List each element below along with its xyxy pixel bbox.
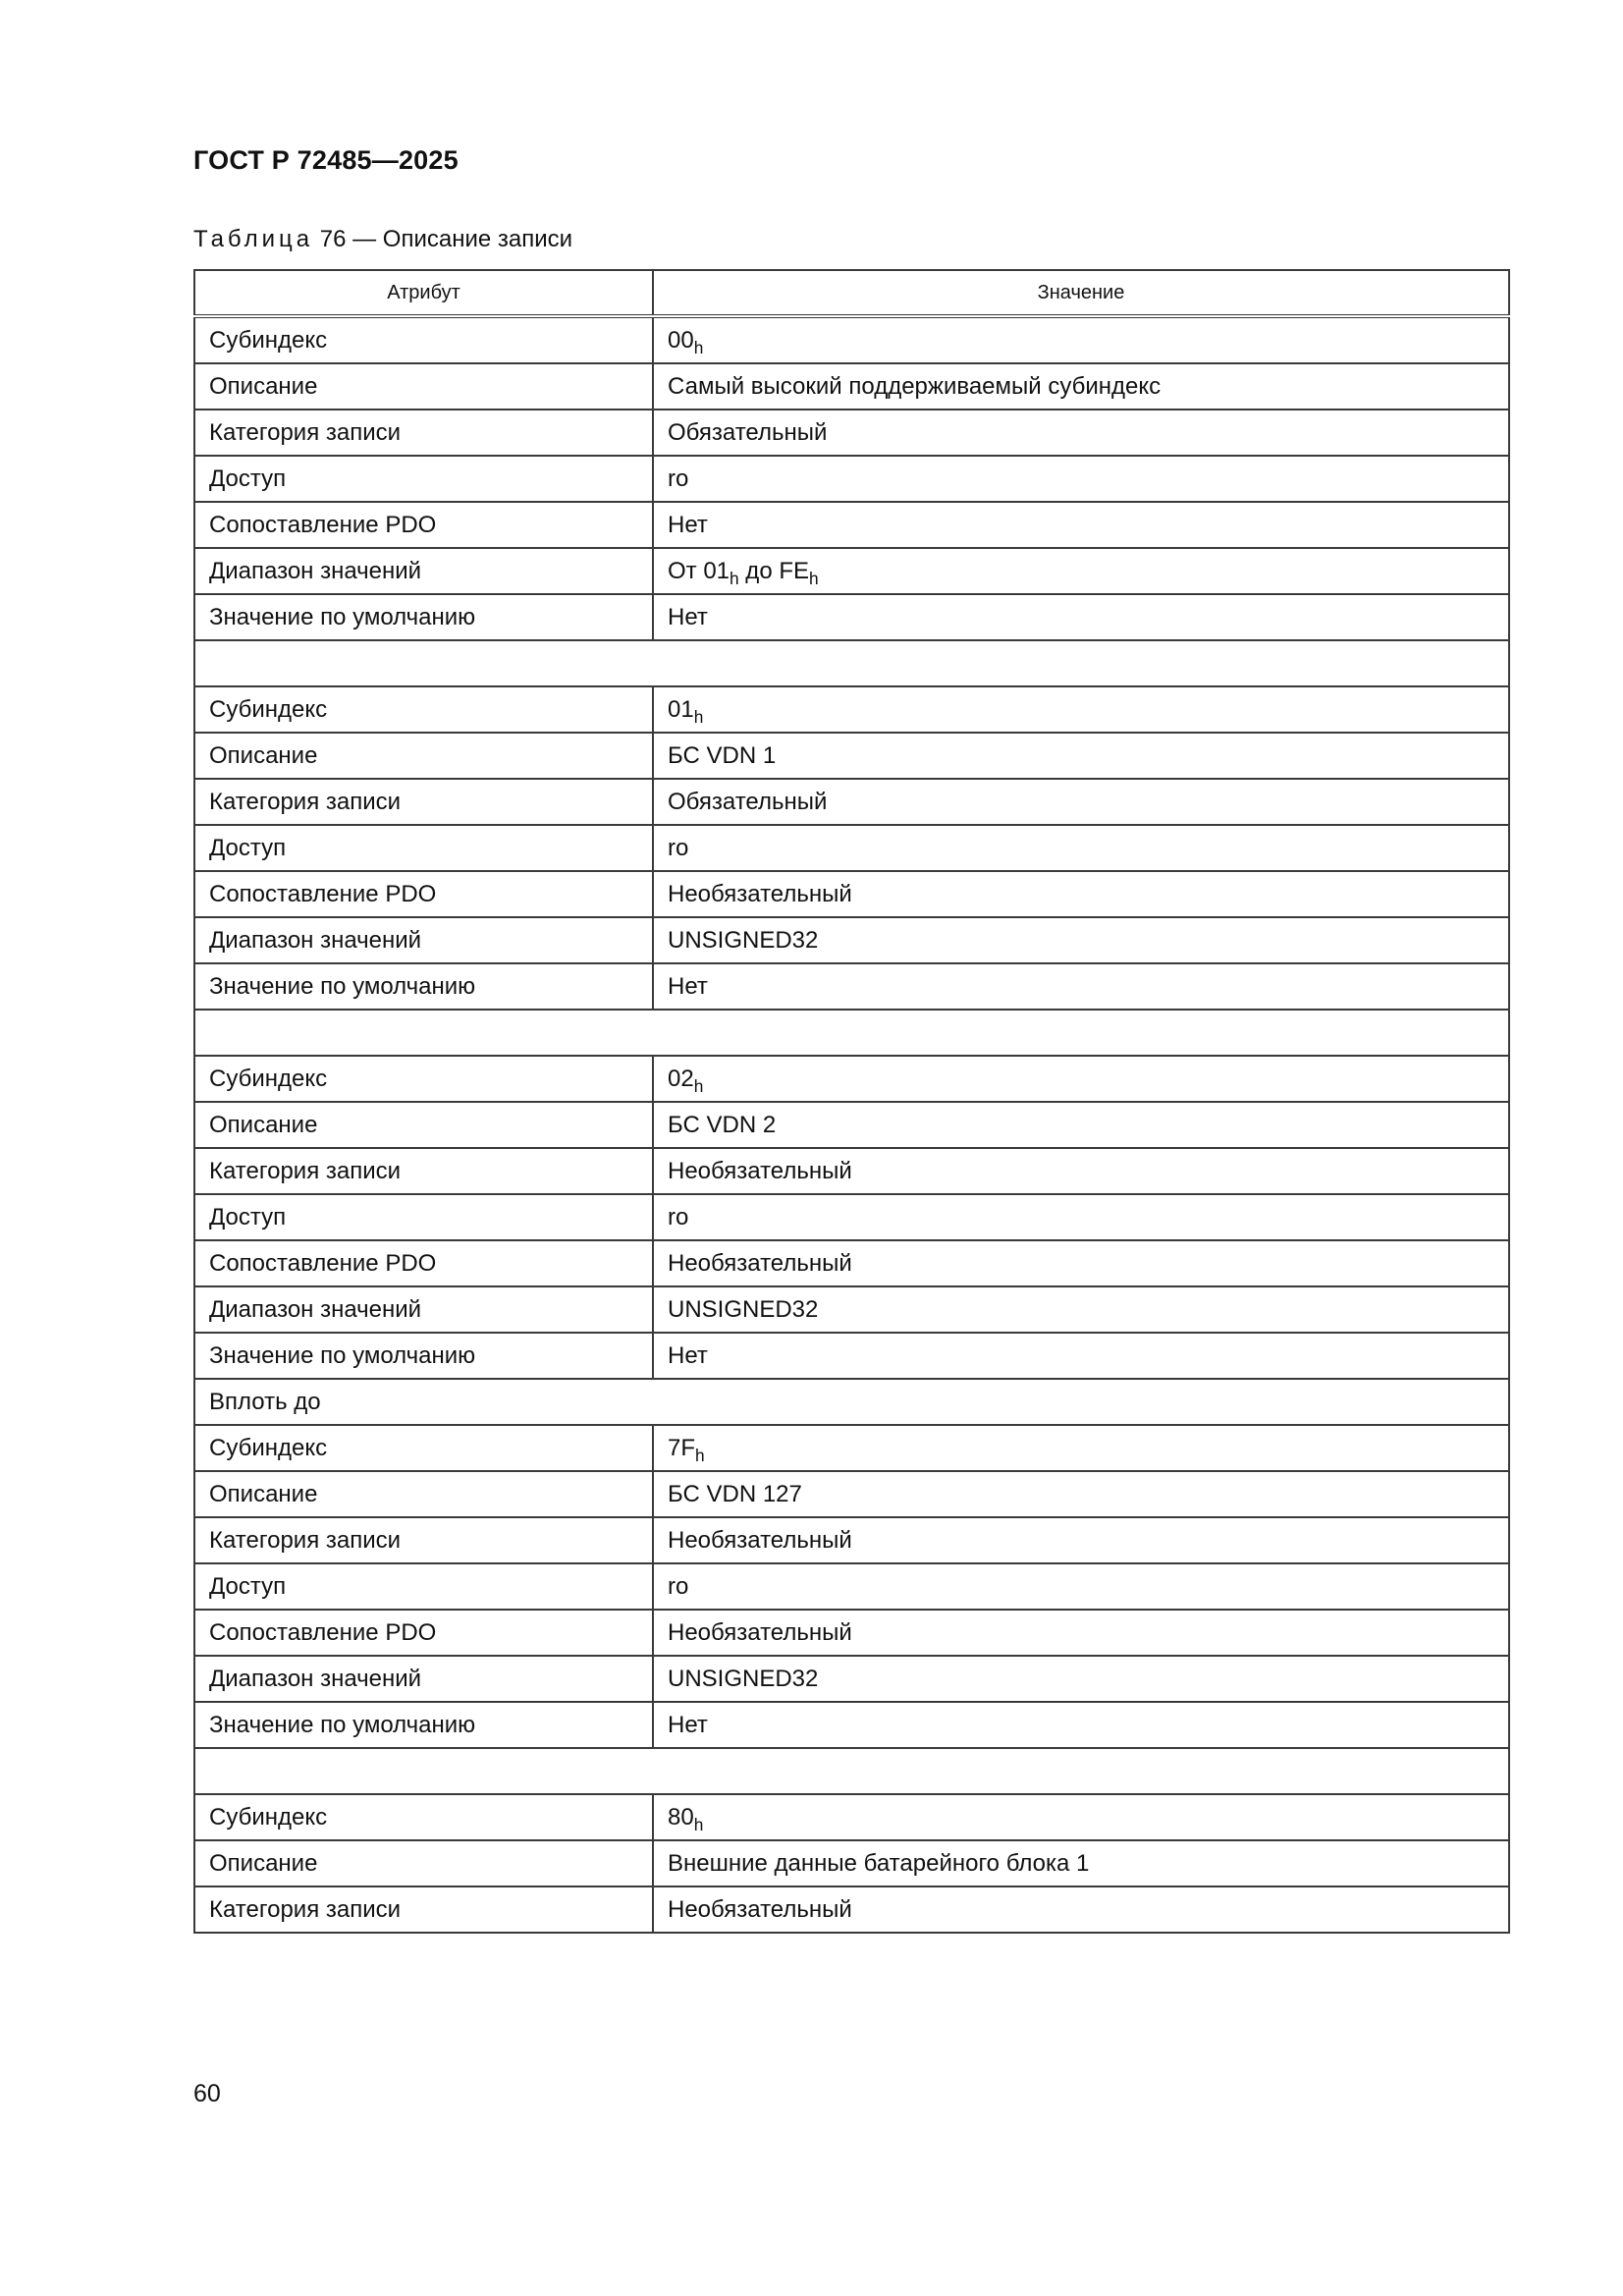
subscript-text: h [730, 568, 739, 588]
table-caption-title: 76 — Описание записи [313, 226, 573, 252]
attribute-cell: Диапазон значений [194, 548, 653, 594]
separator-cell [194, 1748, 1509, 1794]
table-row [194, 963, 1509, 1010]
separator-cell [194, 1010, 1509, 1056]
attribute-cell: Описание [194, 363, 653, 410]
value-text: Необязательный [668, 1526, 852, 1554]
value-text: ro [668, 1203, 689, 1230]
page-number: 60 [193, 2080, 221, 2107]
table-row [194, 1056, 1509, 1102]
table-row [194, 686, 1509, 733]
header-value: Значение [653, 270, 1509, 316]
table-row [194, 1794, 1509, 1840]
attribute-cell: Категория записи [194, 779, 653, 825]
value-cell [653, 1610, 1509, 1656]
attribute-cell: Описание [194, 1102, 653, 1148]
attribute-cell: Диапазон значений [194, 917, 653, 963]
table-row [194, 1102, 1509, 1148]
attribute-cell: Значение по умолчанию [194, 1702, 653, 1748]
separator-cell: Вплоть до [194, 1379, 1509, 1425]
value-text: Нет [668, 511, 708, 538]
value-cell [653, 548, 1509, 594]
value-cell [653, 871, 1509, 917]
attribute-cell: Описание [194, 1471, 653, 1517]
attribute-cell: Диапазон значений [194, 1286, 653, 1333]
attribute-cell: Сопоставление PDO [194, 502, 653, 548]
value-text: ro [668, 834, 689, 861]
table-row [194, 733, 1509, 779]
value-text: UNSIGNED32 [668, 926, 819, 954]
table-caption-prefix: Таблица [193, 226, 314, 252]
table-header-row [194, 270, 1509, 316]
table-row [194, 779, 1509, 825]
value-text: до FE [738, 557, 809, 584]
value-text: Необязательный [668, 1157, 852, 1184]
table-row [194, 1702, 1509, 1748]
value-cell [653, 1056, 1509, 1102]
attribute-cell: Доступ [194, 825, 653, 871]
value-text: 00 [668, 326, 694, 354]
value-text: Нет [668, 972, 708, 1000]
value-cell [653, 316, 1509, 363]
attribute-cell: Доступ [194, 1194, 653, 1240]
record-description-table [193, 269, 1510, 1934]
subscript-text: h [809, 568, 819, 588]
table-row [194, 1840, 1509, 1886]
table-row [194, 1425, 1509, 1471]
value-cell [653, 456, 1509, 502]
value-text: Необязательный [668, 1895, 852, 1923]
attribute-cell: Субиндекс [194, 686, 653, 733]
table-row [194, 825, 1509, 871]
value-text: БС VDN 1 [668, 741, 777, 769]
attribute-cell: Субиндекс [194, 1056, 653, 1102]
value-cell [653, 1286, 1509, 1333]
value-cell [653, 1517, 1509, 1563]
table-body [194, 316, 1509, 1933]
attribute-cell: Описание [194, 1840, 653, 1886]
table-row [194, 871, 1509, 917]
value-text: ro [668, 1572, 689, 1600]
table-row [194, 363, 1509, 410]
value-text: БС VDN 127 [668, 1480, 802, 1507]
table-row [194, 1240, 1509, 1286]
header-attribute: Атрибут [194, 270, 653, 316]
attribute-cell: Категория записи [194, 410, 653, 456]
attribute-cell: Доступ [194, 456, 653, 502]
table-separator-row [194, 1010, 1509, 1056]
attribute-cell: Сопоставление PDO [194, 1610, 653, 1656]
attribute-cell: Значение по умолчанию [194, 1333, 653, 1379]
table-row [194, 917, 1509, 963]
attribute-cell: Описание [194, 733, 653, 779]
value-cell [653, 1702, 1509, 1748]
value-cell [653, 1240, 1509, 1286]
table-row [194, 410, 1509, 456]
table-row [194, 1333, 1509, 1379]
table-row [194, 1610, 1509, 1656]
table-row [194, 1471, 1509, 1517]
table-row [194, 1656, 1509, 1702]
table-row [194, 594, 1509, 640]
subscript-text: h [693, 1814, 704, 1834]
table-row [194, 1517, 1509, 1563]
value-cell [653, 1425, 1509, 1471]
value-cell [653, 1148, 1509, 1194]
table-row [194, 316, 1509, 363]
subscript-text: h [693, 1075, 704, 1096]
value-cell [653, 686, 1509, 733]
attribute-cell: Категория записи [194, 1148, 653, 1194]
attribute-cell: Доступ [194, 1563, 653, 1610]
attribute-cell: Субиндекс [194, 316, 653, 363]
value-text: UNSIGNED32 [668, 1665, 819, 1692]
document-id: ГОСТ Р 72485—2025 [193, 145, 459, 175]
table-row [194, 456, 1509, 502]
value-text: 01 [668, 695, 694, 723]
value-cell [653, 410, 1509, 456]
value-text: Необязательный [668, 1618, 852, 1646]
table-row [194, 1286, 1509, 1333]
subscript-text: h [693, 337, 704, 357]
value-cell [653, 1333, 1509, 1379]
separator-cell [194, 640, 1509, 686]
table-separator-row [194, 1748, 1509, 1794]
value-text: Нет [668, 603, 708, 630]
value-text: UNSIGNED32 [668, 1295, 819, 1323]
table-row [194, 1563, 1509, 1610]
table-separator-row [194, 640, 1509, 686]
value-text: БС VDN 2 [668, 1111, 777, 1138]
table-row [194, 548, 1509, 594]
value-text: Нет [668, 1711, 708, 1738]
value-cell [653, 363, 1509, 410]
table-row [194, 502, 1509, 548]
attribute-cell: Значение по умолчанию [194, 594, 653, 640]
value-cell [653, 963, 1509, 1010]
attribute-cell: Категория записи [194, 1886, 653, 1933]
value-cell [653, 1194, 1509, 1240]
value-text: ro [668, 465, 689, 492]
value-text: От 01 [668, 557, 730, 584]
subscript-text: h [695, 1445, 705, 1465]
value-text: Обязательный [668, 788, 828, 815]
table-separator-row [194, 1379, 1509, 1425]
attribute-cell: Субиндекс [194, 1425, 653, 1471]
value-text: Самый высокий поддерживаемый субиндекс [668, 372, 1162, 400]
value-cell [653, 779, 1509, 825]
attribute-cell: Субиндекс [194, 1794, 653, 1840]
table-row [194, 1886, 1509, 1933]
attribute-cell: Категория записи [194, 1517, 653, 1563]
value-text: Обязательный [668, 418, 828, 446]
value-cell [653, 1886, 1509, 1933]
attribute-cell: Диапазон значений [194, 1656, 653, 1702]
value-cell [653, 1102, 1509, 1148]
value-cell [653, 1794, 1509, 1840]
table-row [194, 1148, 1509, 1194]
value-text: Необязательный [668, 1249, 852, 1277]
attribute-cell: Сопоставление PDO [194, 1240, 653, 1286]
value-cell [653, 594, 1509, 640]
value-cell [653, 917, 1509, 963]
value-cell [653, 825, 1509, 871]
table-row [194, 1194, 1509, 1240]
value-text: 7F [668, 1434, 696, 1461]
value-cell [653, 502, 1509, 548]
subscript-text: h [693, 706, 704, 727]
value-cell [653, 733, 1509, 779]
value-cell [653, 1563, 1509, 1610]
value-text: 80 [668, 1803, 694, 1831]
value-text: Нет [668, 1341, 708, 1369]
value-text: Необязательный [668, 880, 852, 907]
attribute-cell: Значение по умолчанию [194, 963, 653, 1010]
value-cell [653, 1840, 1509, 1886]
attribute-cell: Сопоставление PDO [194, 871, 653, 917]
table-caption [193, 226, 572, 253]
value-text: Внешние данные батарейного блока 1 [668, 1849, 1090, 1877]
value-cell [653, 1656, 1509, 1702]
value-text: 02 [668, 1065, 694, 1092]
value-cell [653, 1471, 1509, 1517]
